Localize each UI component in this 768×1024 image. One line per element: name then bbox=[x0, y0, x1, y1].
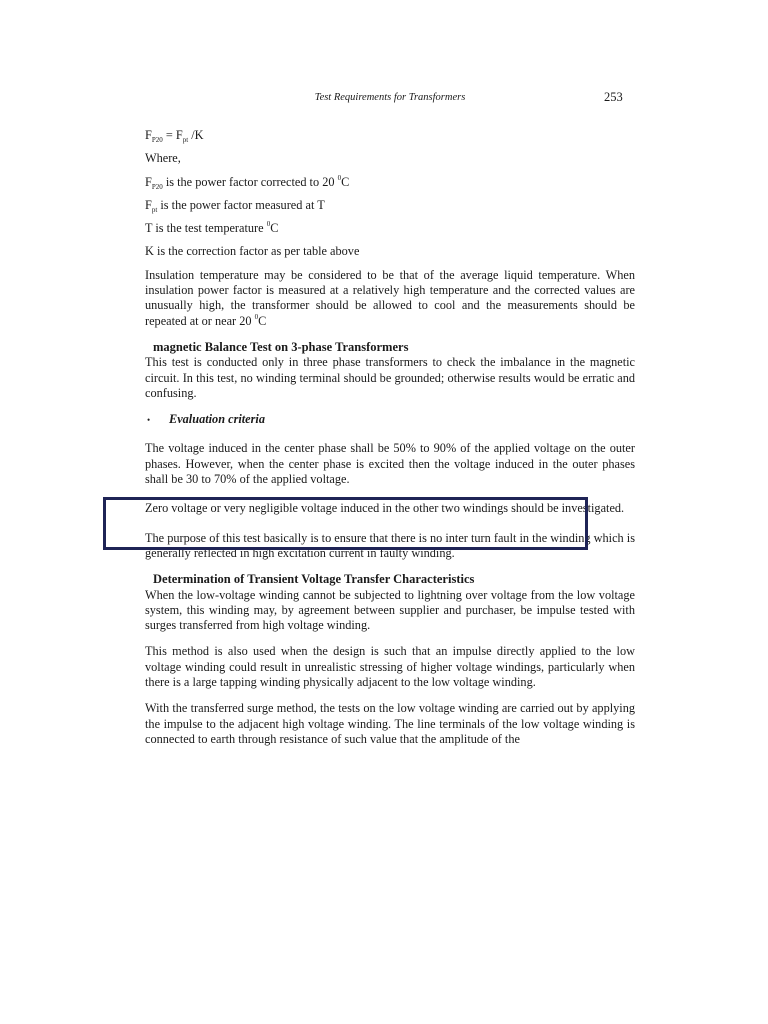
section-heading: magnetic Balance Test on 3-phase Transformers bbox=[153, 339, 409, 354]
degree-superscript: 0 bbox=[254, 312, 259, 321]
body-paragraph: When the low-voltage winding cannot be subjected to lightning over voltage from the low voltage system, this winding may, by agreement between supplier and purchaser, be impulse tested with surges transferred from high voltage winding. bbox=[145, 587, 635, 633]
highlighted-paragraph: Zero voltage or very negligible voltage induced in the other two windings should be investigated. bbox=[145, 501, 625, 516]
definition-line bbox=[145, 221, 635, 236]
body-paragraph: This test is conducted only in three phase transformers to check the imbalance in the magnetic circuit. In this test, no winding terminal should be grounded; otherwise results would be erratic and confusing. bbox=[145, 355, 635, 400]
body-paragraph: This method is also used when the design is such that an impulse directly applied to the low voltage winding could result in unrealistic stressing of higher voltage windings, particularly when there is a large tapping winding physically adjacent to the low voltage winding. bbox=[145, 644, 635, 690]
bullet-icon: • bbox=[147, 415, 151, 426]
definition-line bbox=[145, 198, 635, 213]
degree-superscript: 0 bbox=[337, 173, 342, 182]
paragraph-text: Insulation temperature may be considered to be that of the average liquid temperature. When insulation power factor is measured at a relatively high temperature and the corrected values are unusually high, the transformer should be allowed to cool and the measurements should be repeated at or near 20 bbox=[145, 267, 635, 328]
criteria-paragraph: The voltage induced in the center phase shall be 50% to 90% of the applied voltage on the outer phases. However, when the center phase is excited then the voltage induced in the outer phases shall be 30 to 70% of the applied voltage. bbox=[145, 441, 635, 487]
page-number: 253 bbox=[604, 90, 623, 104]
bullet-label: Evaluation criteria bbox=[169, 412, 265, 427]
formula-subscript: pt bbox=[182, 136, 189, 144]
definition-text: is the power factor corrected to 20 bbox=[162, 174, 338, 189]
body-paragraph: With the transferred surge method, the tests on the low voltage winding are carried out by applying the impulse to the adjacent high voltage winding. The line terminals of the low voltage winding is connected to earth through resistance of such value that the amplitude of the bbox=[145, 701, 635, 746]
where-label: Where, bbox=[145, 151, 181, 166]
definition-symbol: F bbox=[145, 174, 152, 189]
unit-text: C bbox=[270, 221, 279, 236]
formula-rest: /K bbox=[188, 128, 204, 142]
definition-symbol: F bbox=[145, 197, 152, 212]
highlight-box bbox=[103, 497, 588, 550]
formula-line bbox=[145, 128, 635, 143]
bullet-item bbox=[145, 412, 635, 428]
formula-subscript: P20 bbox=[151, 136, 163, 144]
definition-line: K is the correction factor as per table above bbox=[145, 244, 360, 259]
page-content bbox=[145, 128, 635, 758]
definition-subscript: P20 bbox=[151, 182, 163, 191]
unit-text: C bbox=[258, 313, 267, 328]
definition-subscript: pt bbox=[151, 205, 158, 214]
unit-text: C bbox=[341, 174, 350, 189]
formula-equals: = F bbox=[162, 128, 183, 142]
insulation-paragraph bbox=[145, 268, 635, 329]
running-header-title: Test Requirements for Transformers bbox=[314, 92, 466, 103]
formula-symbol: F bbox=[145, 128, 152, 142]
definition-line bbox=[145, 175, 635, 190]
degree-superscript: 0 bbox=[266, 220, 271, 229]
purpose-paragraph: The purpose of this test basically is to ensure that there is no inter turn fault in the winding which is generally reflected in high excitation current in faulty winding. bbox=[145, 530, 635, 560]
section-heading: Determination of Transient Voltage Transfer Characteristics bbox=[153, 572, 475, 587]
definition-text: is the power factor measured at T bbox=[157, 197, 325, 212]
definition-text: T is the test temperature bbox=[145, 221, 267, 236]
